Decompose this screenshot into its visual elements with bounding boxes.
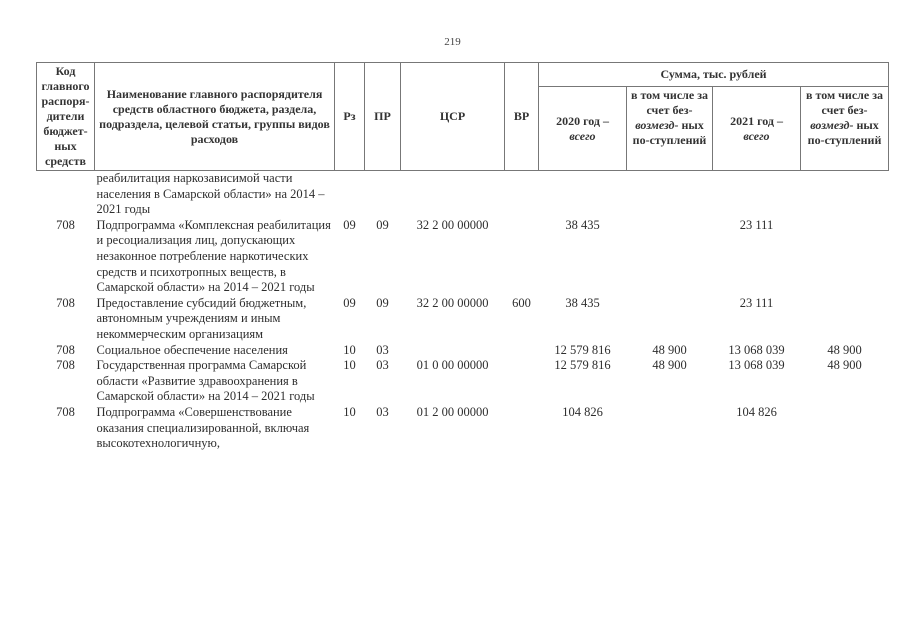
cell-pr (365, 171, 401, 218)
cell-2020-free (627, 296, 713, 343)
cell-pr: 09 (376, 217, 389, 232)
table-row (37, 218, 889, 296)
cell-2020-total (539, 171, 627, 218)
table-row (37, 405, 889, 452)
header-2021-free-c: ных по-ступлений (807, 118, 882, 147)
table-row (37, 343, 889, 359)
header-2021-free (801, 87, 889, 171)
cell-code: 708 (56, 217, 75, 232)
cell-2020-total: 38 435 (565, 295, 600, 310)
header-rz: Рз (335, 63, 365, 171)
cell-2020-total: 38 435 (565, 217, 600, 232)
table-header (37, 63, 889, 171)
cell-name: Подпрограмма «Комплексная реабилитация и ресоциализация лиц, допускающих незаконное потребление наркотических средств и психотропных веществ, в Самарской области» на 2014 – 2021 годы (96, 217, 331, 295)
cell-rz: 09 (343, 217, 356, 232)
cell-2021-free (801, 218, 889, 296)
header-name: Наименование главного распорядителя средств областного бюджета, раздела, подраздела, целевой статьи, группы видов расходов (95, 63, 335, 171)
cell-2020-free (627, 218, 713, 296)
table-body (37, 171, 889, 452)
cell-2021-total: 104 826 (736, 404, 777, 419)
cell-csr: 32 2 00 00000 (416, 217, 489, 232)
cell-pr: 03 (376, 404, 389, 419)
cell-code (37, 171, 95, 218)
cell-2020-free (627, 405, 713, 452)
cell-vr (505, 343, 539, 359)
header-sum: Сумма, тыс. рублей (539, 63, 889, 87)
cell-code: 708 (56, 342, 75, 357)
page-number: 219 (444, 36, 461, 48)
header-2020-free (627, 87, 713, 171)
cell-name: Предоставление субсидий бюджетным, автономным учреждениям и иным некоммерческим организациям (96, 295, 307, 341)
cell-name: реабилитация наркозависимой части населения в Самарской области» на 2014 – 2021 годы (96, 171, 325, 217)
header-2021-free-b: возмезд- (810, 118, 854, 132)
header-pr: ПР (365, 63, 401, 171)
cell-name: Государственная программа Самарской области «Развитие здравоохранения в Самарской области» на 2014 – 2021 годы (96, 358, 315, 404)
cell-code: 708 (56, 295, 75, 310)
header-2020-free-c: ных по-ступлений (632, 118, 707, 147)
header-2020-total (539, 87, 627, 171)
cell-pr: 03 (376, 342, 389, 357)
budget-table (36, 62, 889, 452)
header-vr: ВР (505, 63, 539, 171)
cell-2021-total: 23 111 (739, 295, 774, 310)
table-row (37, 171, 889, 218)
cell-rz: 10 (343, 404, 356, 419)
cell-vr (505, 405, 539, 452)
cell-rz: 10 (343, 358, 356, 373)
cell-rz: 09 (343, 295, 356, 310)
header-2021-free-a: в том числе за счет без- (805, 88, 884, 117)
header-2020-free-b: возмезд- (635, 118, 679, 132)
cell-csr (401, 171, 505, 218)
header-2020-label: 2020 год – (556, 113, 609, 128)
cell-2021-total: 13 068 039 (728, 358, 785, 373)
cell-2021-free: 48 900 (827, 358, 862, 373)
cell-2020-free (627, 171, 713, 218)
cell-2021-total: 23 111 (739, 217, 774, 232)
cell-csr: 01 0 00 00000 (416, 358, 489, 373)
cell-csr: 32 2 00 00000 (416, 295, 489, 310)
cell-name: Социальное обеспечение населения (96, 342, 288, 357)
header-2020-italic: всего (569, 128, 596, 143)
cell-2020-total: 104 826 (562, 404, 603, 419)
cell-rz: 10 (343, 342, 356, 357)
cell-2021-free (801, 171, 889, 218)
cell-2020-total: 12 579 816 (554, 358, 611, 373)
table-row (37, 358, 889, 405)
cell-2020-free: 48 900 (652, 342, 687, 357)
cell-2021-free (801, 405, 889, 452)
cell-vr (505, 358, 539, 405)
header-2020-free-a: в том числе за счет без- (630, 88, 709, 117)
cell-pr: 09 (376, 295, 389, 310)
header-csr: ЦСР (401, 63, 505, 171)
cell-csr: 01 2 00 00000 (416, 404, 489, 419)
cell-2021-free: 48 900 (827, 342, 862, 357)
cell-vr (505, 218, 539, 296)
cell-vr (505, 171, 539, 218)
cell-vr: 600 (512, 295, 531, 310)
cell-csr (401, 343, 505, 359)
cell-2021-free (801, 296, 889, 343)
header-2021-label: 2021 год – (730, 113, 783, 128)
cell-pr: 03 (376, 358, 389, 373)
table-row (37, 296, 889, 343)
cell-rz (335, 171, 365, 218)
header-2021-italic: всего (743, 128, 770, 143)
header-code: Код главного распоря-дители бюджет-ных средств (37, 63, 95, 171)
cell-name: Подпрограмма «Совершенствование оказания специализированной, включая высокотехнологичную, (96, 404, 310, 451)
cell-2021-total: 13 068 039 (728, 342, 785, 357)
cell-2021-total (713, 171, 801, 218)
cell-2020-total: 12 579 816 (554, 342, 611, 357)
header-2021-total (713, 87, 801, 171)
cell-code: 708 (56, 404, 75, 419)
cell-code: 708 (56, 358, 75, 373)
cell-2020-free: 48 900 (652, 358, 687, 373)
